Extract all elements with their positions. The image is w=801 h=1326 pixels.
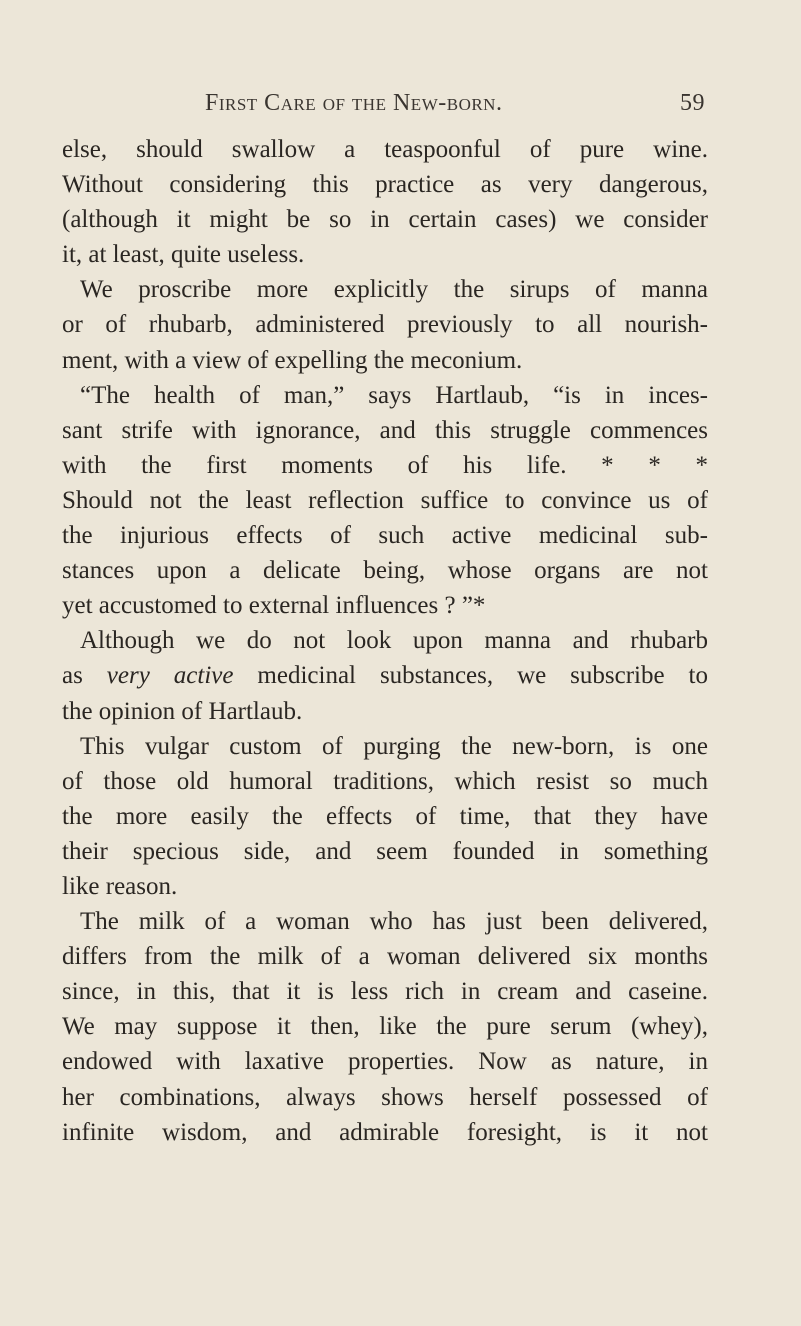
running-head-title: First Care of the New-born. xyxy=(205,90,503,116)
text-line: her combinations, always shows herself possessed of xyxy=(62,1083,708,1111)
text-line: Should not the least reflection suffice to convince us of xyxy=(62,486,708,514)
text-line: of those old humoral traditions, which resist so much xyxy=(62,767,708,795)
text-line: like reason. xyxy=(62,872,178,900)
text-line: “The health of man,” says Hartlaub, “is in inces- xyxy=(80,381,708,409)
text-line: yet accustomed to external influences ? ”* xyxy=(62,592,486,620)
text-line: their specious side, and seem founded in something xyxy=(62,837,708,865)
text-line: sant strife with ignorance, and this struggle commences xyxy=(62,416,708,444)
page-number: 59 xyxy=(680,90,705,116)
text-line: infinite wisdom, and admirable foresight, is it not xyxy=(62,1118,708,1146)
body-text xyxy=(62,132,708,1150)
text-line: the injurious effects of such active medicinal sub- xyxy=(62,522,708,550)
text-line: the opinion of Hartlaub. xyxy=(62,697,303,725)
text-line: Although we do not look upon manna and rhubarb xyxy=(80,627,708,655)
text-line: (although it might be so in certain cases) we consider xyxy=(62,206,708,234)
text-line: else, should swallow a teaspoonful of pure wine. xyxy=(62,136,708,163)
text-segment: as xyxy=(62,662,107,690)
text-line: since, in this, that it is less rich in cream and caseine. xyxy=(62,978,708,1006)
text-line: the more easily the effects of time, that they have xyxy=(62,802,708,830)
text-line: Without considering this practice as very dangerous, xyxy=(62,171,708,199)
text-line: endowed with laxative properties. Now as nature, in xyxy=(62,1048,708,1076)
text-line: This vulgar custom of purging the new-born, is one xyxy=(80,732,708,760)
italic-phrase: very active xyxy=(106,662,234,690)
text-segment: medicinal substances, we subscribe to xyxy=(233,662,708,690)
text-line: it, at least, quite useless. xyxy=(62,241,305,269)
text-line: The milk of a woman who has just been delivered, xyxy=(80,908,708,936)
text-line: We may suppose it then, like the pure serum (whey), xyxy=(62,1013,708,1041)
text-line: stances upon a delicate being, whose organs are not xyxy=(62,557,708,585)
running-head xyxy=(205,90,705,122)
text-line: We proscribe more explicitly the sirups of manna xyxy=(80,276,708,304)
text-line: with the first moments of his life. * * * xyxy=(62,451,708,479)
text-line: differs from the milk of a woman delivered six months xyxy=(62,943,708,971)
text-line-italic xyxy=(62,658,708,693)
text-line: ment, with a view of expelling the meconium. xyxy=(62,346,523,374)
text-line: or of rhubarb, administered previously to all nourish- xyxy=(62,311,708,339)
